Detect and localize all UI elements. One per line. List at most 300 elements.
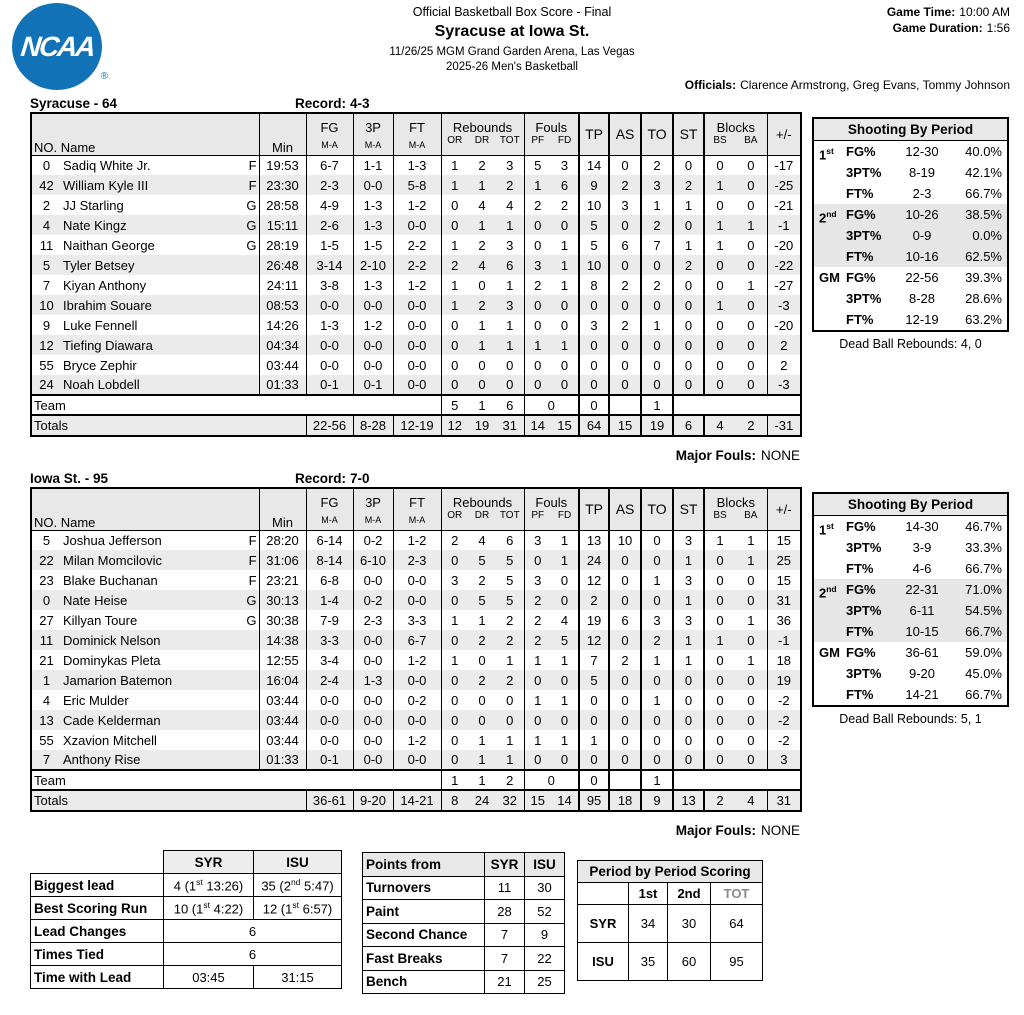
stat-or: 0 bbox=[441, 215, 468, 235]
stat-dr: 2 bbox=[478, 632, 486, 648]
stat-tp: 24 bbox=[579, 550, 609, 570]
stat-dr: 1 bbox=[478, 177, 486, 193]
stat-3p: 8-28 bbox=[353, 415, 393, 436]
stat-st: 6 bbox=[673, 415, 704, 436]
isu-value: 9 bbox=[525, 923, 565, 947]
stat-fd: 0 bbox=[560, 712, 569, 728]
totals-row bbox=[31, 415, 801, 436]
stat-fg: 3-4 bbox=[306, 650, 353, 670]
stat-dr: 5 bbox=[478, 592, 486, 608]
player-name: Jamarion Batemon bbox=[63, 672, 173, 688]
isu-value: 12 (1st 6:57) bbox=[254, 897, 342, 920]
stat-fouls: 0 bbox=[524, 770, 579, 790]
stat-ft: 1-2 bbox=[393, 530, 441, 550]
first-period-score: 35 bbox=[629, 943, 668, 981]
points-from-table bbox=[362, 852, 565, 994]
record-value: 7-0 bbox=[350, 471, 370, 486]
empty-corner-cell bbox=[31, 851, 164, 874]
stat-bs: 1 bbox=[704, 235, 735, 255]
col-subheader-tot: TOT bbox=[496, 135, 524, 155]
team-title: Iowa St. - 95 bbox=[30, 471, 109, 486]
team-title-row bbox=[30, 96, 1010, 112]
col-header-syr: SYR bbox=[164, 851, 254, 874]
stat-pf: 0 bbox=[524, 215, 551, 235]
shooting-percentage: 28.6% bbox=[965, 291, 1002, 306]
stat-label: Paint bbox=[363, 900, 485, 924]
stat-fd: 2 bbox=[560, 197, 569, 213]
stat-as: 0 bbox=[609, 570, 641, 590]
major-fouls-label: Major Fouls: bbox=[675, 823, 756, 838]
player-position bbox=[239, 275, 259, 295]
stat-min: 15:11 bbox=[259, 215, 306, 235]
period-by-period-scoring-table bbox=[577, 860, 763, 981]
stat-min: 28:58 bbox=[259, 195, 306, 215]
stat-tp: 0 bbox=[579, 395, 609, 415]
shooting-stat-row bbox=[814, 537, 1007, 558]
stat-label: Times Tied bbox=[31, 943, 164, 966]
shooting-made-attempted: 10-16 bbox=[905, 249, 939, 264]
player-position: F bbox=[248, 552, 257, 568]
stat-label: Bench bbox=[363, 970, 485, 994]
stat-min: 03:44 bbox=[259, 730, 306, 750]
stat-ft: 2-2 bbox=[393, 255, 441, 275]
shooting-made-attempted: 22-31 bbox=[905, 582, 939, 597]
col-header-fouls: Fouls bbox=[524, 488, 579, 510]
stat-dr: 19 bbox=[468, 415, 496, 436]
stat-to: 2 bbox=[641, 215, 673, 235]
stat-or: 0 bbox=[441, 355, 468, 375]
stat-min: 03:44 bbox=[259, 690, 306, 710]
stat-ba: 0 bbox=[747, 317, 755, 333]
stat-plusminus: -17 bbox=[767, 155, 801, 175]
stat-or: 1 bbox=[441, 295, 468, 315]
player-number: 0 bbox=[42, 592, 51, 608]
stat-st: 0 bbox=[673, 730, 704, 750]
stat-st: 2 bbox=[673, 175, 704, 195]
stat-ft: 0-0 bbox=[393, 375, 441, 395]
syr-value: 28 bbox=[485, 900, 525, 924]
stat-dr: 2 bbox=[478, 572, 486, 588]
stat-bs: 0 bbox=[704, 670, 735, 690]
player-row bbox=[31, 335, 801, 355]
stat-as: 0 bbox=[609, 255, 641, 275]
stat-plusminus: -2 bbox=[767, 730, 801, 750]
stat-tp: 0 bbox=[579, 295, 609, 315]
player-row bbox=[31, 215, 801, 235]
team-box-iowa-st bbox=[30, 471, 1010, 838]
stat-ba: 1 bbox=[747, 552, 755, 568]
shooting-percentage: 59.0% bbox=[965, 645, 1002, 660]
stat-tp: 3 bbox=[579, 315, 609, 335]
stat-fg: 6-8 bbox=[306, 570, 353, 590]
stat-bs: 0 bbox=[704, 275, 735, 295]
stat-pf: 1 bbox=[524, 690, 551, 710]
stat-fg: 6-14 bbox=[306, 530, 353, 550]
player-number: 55 bbox=[39, 357, 54, 373]
player-name: Tyler Betsey bbox=[63, 257, 135, 273]
shooting-percentage: 66.7% bbox=[965, 186, 1002, 201]
stat-fg: 2-4 bbox=[306, 670, 353, 690]
shooting-percentage: 46.7% bbox=[965, 519, 1002, 534]
stat-min: 01:33 bbox=[259, 750, 306, 770]
player-number: 22 bbox=[39, 552, 54, 568]
player-name: Sadiq White Jr. bbox=[61, 155, 239, 175]
stat-ft: 1-2 bbox=[393, 195, 441, 215]
col-subheader-ft-ma: M-A bbox=[393, 135, 441, 155]
col-subheader-or: OR bbox=[441, 510, 468, 530]
col-header-st: ST bbox=[673, 113, 704, 155]
shooting-period-label: 2nd bbox=[819, 209, 837, 226]
stat-st: 2 bbox=[673, 255, 704, 275]
col-header-fouls: Fouls bbox=[524, 113, 579, 135]
table-header bbox=[31, 113, 801, 155]
stat-tp: 2 bbox=[579, 590, 609, 610]
stat-min: 28:20 bbox=[259, 530, 306, 550]
stat-to: 1 bbox=[641, 570, 673, 590]
stat-dr: 1 bbox=[478, 217, 486, 233]
stat-bs: 0 bbox=[704, 195, 735, 215]
shooting-stat-row bbox=[814, 621, 1007, 642]
stat-tot: 0 bbox=[506, 692, 514, 708]
stat-fd: 0 bbox=[560, 297, 569, 313]
game-time-label: Game Time: bbox=[886, 5, 956, 19]
stat-label: Time with Lead bbox=[31, 966, 164, 989]
stat-bs: 1 bbox=[704, 175, 735, 195]
player-row bbox=[31, 650, 801, 670]
totals-label: Totals bbox=[31, 790, 306, 811]
col-header-3p: 3P bbox=[353, 488, 393, 510]
syr-value: 11 bbox=[485, 876, 525, 900]
player-position: F bbox=[248, 177, 257, 193]
stat-as: 0 bbox=[609, 155, 641, 175]
points-from-row bbox=[363, 876, 565, 900]
shooting-period-label bbox=[819, 183, 846, 204]
player-position bbox=[239, 255, 259, 275]
player-position bbox=[239, 630, 259, 650]
stat-fd: 0 bbox=[560, 592, 569, 608]
shooting-stat-row bbox=[814, 267, 1007, 288]
team-row-label: Team bbox=[31, 770, 441, 790]
stat-3p: 0-0 bbox=[353, 730, 393, 750]
player-position: F bbox=[239, 155, 259, 175]
stat-dr: 4 bbox=[468, 530, 496, 550]
stat-to: 0 bbox=[641, 530, 673, 550]
stat-pf: 2 bbox=[524, 630, 551, 650]
stat-to: 1 bbox=[641, 395, 673, 415]
stat-to: 0 bbox=[641, 670, 673, 690]
stat-fd: 6 bbox=[560, 177, 569, 193]
shooting-period-label bbox=[819, 162, 846, 183]
stat-to: 19 bbox=[641, 415, 673, 436]
stat-st: 1 bbox=[673, 195, 704, 215]
player-number: 7 bbox=[42, 752, 51, 767]
player-row bbox=[31, 355, 801, 375]
merged-value: 6 bbox=[164, 943, 342, 966]
stat-min: 19:53 bbox=[259, 155, 306, 175]
stat-3p: 0-0 bbox=[353, 355, 393, 375]
col-header-isu: ISU bbox=[254, 851, 342, 874]
stat-bs: 0 bbox=[704, 750, 735, 770]
player-row bbox=[31, 195, 801, 215]
shooting-made-attempted: 6-11 bbox=[909, 603, 935, 618]
col-header-no-name: NO. Name bbox=[31, 488, 259, 530]
stat-plusminus: -2 bbox=[767, 690, 801, 710]
stat-tp: 1 bbox=[579, 730, 609, 750]
stat-or: 1 bbox=[441, 235, 468, 255]
stat-tot: 1 bbox=[506, 752, 514, 767]
stat-min: 12:55 bbox=[259, 650, 306, 670]
shooting-percentage: 42.1% bbox=[965, 165, 1002, 180]
box-score-table bbox=[30, 487, 802, 812]
shooting-panel-title: Shooting By Period bbox=[814, 119, 1007, 141]
stat-pf: 0 bbox=[524, 670, 551, 690]
stat-plusminus: -25 bbox=[767, 175, 801, 195]
player-position: G bbox=[246, 612, 257, 628]
shooting-period-label bbox=[819, 621, 846, 642]
shooting-made-attempted: 14-30 bbox=[905, 519, 939, 534]
shooting-stat-label: FT% bbox=[846, 687, 874, 702]
stat-or: 0 bbox=[441, 550, 468, 570]
stat-ba: 0 bbox=[747, 672, 755, 688]
player-position: F bbox=[239, 530, 259, 550]
syr-value: 7 bbox=[485, 923, 525, 947]
stat-fg: 1-4 bbox=[306, 590, 353, 610]
stat-tp: 12 bbox=[579, 570, 609, 590]
stat-tp: 5 bbox=[579, 215, 609, 235]
player-position bbox=[239, 315, 259, 335]
stat-tot: 2 bbox=[506, 612, 514, 628]
col-subheader-ft-ma: M-A bbox=[393, 510, 441, 530]
stat-fg: 0-0 bbox=[306, 335, 353, 355]
stat-ba: 0 bbox=[735, 155, 767, 175]
stat-dr: 4 bbox=[478, 197, 486, 213]
game-lead-stats-table bbox=[30, 850, 342, 989]
stat-or: 0 bbox=[441, 690, 468, 710]
shooting-period-label: 2nd bbox=[819, 584, 837, 601]
stat-ba: 0 bbox=[747, 712, 755, 728]
shooting-stat-label: FT% bbox=[846, 186, 874, 201]
col-header-blocks: Blocks bbox=[704, 488, 767, 510]
stat-min: 03:44 bbox=[259, 355, 306, 375]
stat-ft: 0-0 bbox=[393, 670, 441, 690]
stat-to: 0 bbox=[641, 750, 673, 770]
stat-fg: 0-0 bbox=[306, 295, 353, 315]
shooting-made-attempted: 12-19 bbox=[905, 312, 939, 327]
stat-st: 13 bbox=[673, 790, 704, 811]
player-name: Naithan George bbox=[63, 237, 155, 253]
stat-plusminus: 31 bbox=[767, 790, 801, 811]
stat-fd: 1 bbox=[560, 237, 569, 253]
stat-plusminus: 19 bbox=[767, 670, 801, 690]
player-number: 5 bbox=[31, 530, 61, 550]
stat-or: 0 bbox=[441, 375, 468, 395]
stat-3p: 1-3 bbox=[353, 275, 393, 295]
col-header-fg: FG bbox=[306, 488, 353, 510]
stat-tot: 0 bbox=[506, 357, 514, 373]
col-header-plusminus: +/- bbox=[767, 488, 801, 530]
officials-names: Clarence Armstrong, Greg Evans, Tommy Johnson bbox=[740, 78, 1010, 92]
stat-fg: 3-3 bbox=[306, 630, 353, 650]
stat-bs: 0 bbox=[704, 690, 735, 710]
shooting-stat-label: FG% bbox=[846, 645, 876, 660]
stat-tp: 5 bbox=[579, 235, 609, 255]
stat-dr: 2 bbox=[478, 237, 486, 253]
stat-dr: 0 bbox=[478, 712, 486, 728]
stat-plusminus: 25 bbox=[767, 550, 801, 570]
stat-plusminus: 36 bbox=[767, 610, 801, 630]
stat-fg: 2-6 bbox=[306, 215, 353, 235]
syr-value: 10 (1st 4:22) bbox=[164, 897, 254, 920]
stat-plusminus: 31 bbox=[767, 590, 801, 610]
shooting-period-label: GM bbox=[819, 645, 840, 660]
shooting-percentage: 62.5% bbox=[965, 249, 1002, 264]
player-number: 12 bbox=[39, 337, 54, 353]
col-header-tp: TP bbox=[579, 113, 609, 155]
stat-pf: 5 bbox=[524, 155, 551, 175]
stat-tot: 5 bbox=[506, 572, 514, 588]
stat-min: 31:06 bbox=[259, 550, 306, 570]
stat-as: 2 bbox=[609, 275, 641, 295]
stat-or: 0 bbox=[441, 590, 468, 610]
stat-dr: 1 bbox=[468, 395, 496, 415]
shooting-period-label bbox=[819, 600, 846, 621]
shooting-stat-label: FT% bbox=[846, 624, 874, 639]
player-name: Tiefing Diawara bbox=[63, 337, 153, 353]
stat-3p: 0-0 bbox=[353, 630, 393, 650]
shooting-period-label bbox=[819, 246, 846, 267]
stat-as bbox=[609, 395, 641, 415]
stat-to: 0 bbox=[641, 550, 673, 570]
ncaa-logo bbox=[12, 3, 108, 90]
period-scoring-table bbox=[577, 860, 763, 981]
stat-pf: 0 bbox=[524, 355, 551, 375]
stat-to: 2 bbox=[641, 630, 673, 650]
stat-fg: 0-1 bbox=[306, 375, 353, 395]
shooting-by-period-panel bbox=[812, 492, 1009, 707]
stat-ft: 0-0 bbox=[393, 295, 441, 315]
stat-ft: 1-3 bbox=[393, 155, 441, 175]
stat-ba: 0 bbox=[747, 692, 755, 708]
stat-tot: 1 bbox=[506, 652, 514, 668]
stat-pf: 0 bbox=[524, 710, 551, 730]
stat-dr: 0 bbox=[478, 277, 486, 293]
stat-ft: 12-19 bbox=[393, 415, 441, 436]
stat-st: 0 bbox=[673, 315, 704, 335]
stat-as: 2 bbox=[609, 175, 641, 195]
stat-ft: 5-8 bbox=[393, 175, 441, 195]
dead-ball-rebounds: Dead Ball Rebounds: 5, 1 bbox=[839, 712, 982, 726]
player-number: 10 bbox=[39, 297, 54, 313]
player-name: Blake Buchanan bbox=[63, 572, 158, 588]
shooting-stat-label: FT% bbox=[846, 561, 874, 576]
stat-pf: 2 bbox=[524, 195, 551, 215]
shooting-period-label bbox=[819, 537, 846, 558]
stat-st: 0 bbox=[673, 750, 704, 770]
shooting-period-label: 1st bbox=[819, 146, 834, 163]
stat-fg: 7-9 bbox=[306, 610, 353, 630]
col-subheader-dr: DR bbox=[468, 510, 496, 530]
stat-st: 0 bbox=[673, 670, 704, 690]
col-header-no-name: NO. Name bbox=[31, 113, 259, 155]
matchup-title: Syracuse at Iowa St. bbox=[434, 23, 590, 40]
stat-label: Lead Changes bbox=[31, 920, 164, 943]
stat-plusminus: -20 bbox=[767, 235, 801, 255]
stat-tot: 1 bbox=[506, 732, 514, 748]
stat-fg: 8-14 bbox=[306, 550, 353, 570]
player-row bbox=[31, 315, 801, 335]
stat-fd: 1 bbox=[560, 257, 569, 273]
officials-line bbox=[685, 78, 1010, 92]
stat-fg: 3-8 bbox=[306, 275, 353, 295]
player-number: 9 bbox=[42, 317, 51, 333]
player-number: 27 bbox=[39, 612, 54, 628]
stat-ba: 0 bbox=[747, 752, 755, 767]
major-fouls-value: NONE bbox=[760, 448, 800, 463]
stat-bs: 1 bbox=[704, 530, 735, 550]
stat-tot: 0 bbox=[506, 377, 514, 392]
stat-as bbox=[609, 770, 641, 790]
game-duration-value: 1:56 bbox=[986, 21, 1010, 35]
shooting-period-label bbox=[819, 663, 846, 684]
isu-value: 25 bbox=[525, 970, 565, 994]
player-row bbox=[31, 590, 801, 610]
stat-ba: 0 bbox=[747, 297, 755, 313]
col-header-isu: ISU bbox=[525, 853, 565, 877]
shooting-stat-row bbox=[814, 204, 1007, 225]
stat-fouls: 0 bbox=[524, 395, 579, 415]
stat-to: 0 bbox=[641, 255, 673, 275]
player-name: Cade Kelderman bbox=[63, 712, 161, 728]
player-number: 4 bbox=[42, 217, 51, 233]
player-number: 55 bbox=[39, 732, 54, 748]
stat-bs: 0 bbox=[704, 155, 735, 175]
shooting-made-attempted: 9-20 bbox=[908, 666, 936, 681]
stat-ft: 0-2 bbox=[393, 690, 441, 710]
player-name: JJ Starling bbox=[63, 197, 124, 213]
stat-ft: 1-2 bbox=[393, 275, 441, 295]
stat-bs: 0 bbox=[704, 355, 735, 375]
stat-bs: 0 bbox=[704, 570, 735, 590]
stat-ft: 6-7 bbox=[393, 630, 441, 650]
stat-dr: 1 bbox=[478, 732, 486, 748]
stat-to: 1 bbox=[641, 195, 673, 215]
stat-or: 5 bbox=[441, 395, 468, 415]
stat-3p: 0-2 bbox=[353, 590, 393, 610]
points-from-row bbox=[363, 900, 565, 924]
stat-ft: 14-21 bbox=[393, 790, 441, 811]
stat-fd: 5 bbox=[560, 632, 569, 648]
points-from-title: Points from bbox=[363, 853, 485, 877]
player-row bbox=[31, 375, 801, 395]
stat-ft: 0-0 bbox=[393, 315, 441, 335]
stat-dr: 0 bbox=[478, 377, 486, 392]
period-scoring-row bbox=[578, 905, 763, 943]
player-position: F bbox=[248, 572, 257, 588]
stat-3p: 6-10 bbox=[353, 550, 393, 570]
player-row bbox=[31, 690, 801, 710]
second-period-score: 60 bbox=[668, 943, 711, 981]
player-row bbox=[31, 750, 801, 770]
stat-dr: 1 bbox=[478, 337, 486, 353]
stat-as: 0 bbox=[609, 730, 641, 750]
stat-tot: 32 bbox=[496, 790, 524, 811]
stat-as: 2 bbox=[609, 315, 641, 335]
player-name: Anthony Rise bbox=[63, 752, 141, 767]
stat-st: 1 bbox=[673, 630, 704, 650]
stat-ft: 0-0 bbox=[393, 710, 441, 730]
stat-to: 7 bbox=[641, 235, 673, 255]
stat-3p: 2-3 bbox=[353, 610, 393, 630]
